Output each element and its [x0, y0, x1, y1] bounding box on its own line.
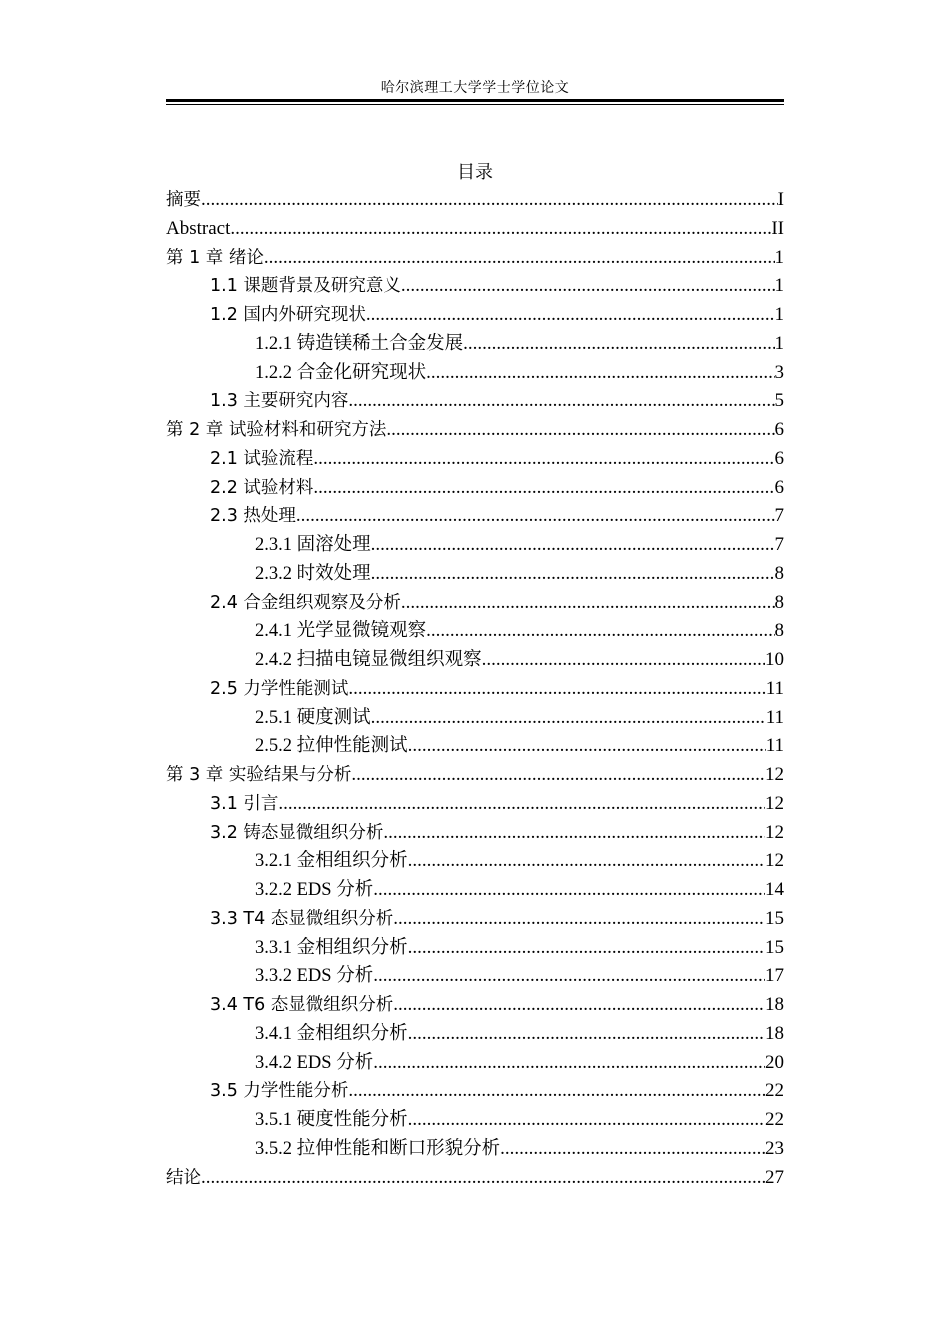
toc-entry[interactable]: [166, 215, 784, 244]
toc-entry-label: 2.5.1 硬度测试: [255, 707, 371, 728]
toc-entry-label: 2.3.1 固溶处理: [255, 535, 371, 555]
toc-entry[interactable]: [166, 704, 784, 733]
toc-entry[interactable]: [166, 876, 784, 905]
toc-entry-page: 15: [765, 936, 784, 958]
toc-entry-page: 10: [765, 649, 784, 670]
toc-dot-leader: [373, 876, 765, 905]
toc-entry-page: 23: [765, 1137, 784, 1159]
toc-entry-label: 第 1 章 绪论: [166, 247, 264, 268]
toc-entry[interactable]: [166, 1020, 784, 1049]
toc-entry[interactable]: [166, 301, 784, 330]
toc-entry-label: 第 3 章 实验结果与分析: [166, 765, 352, 785]
toc-entry-page: 15: [765, 907, 784, 929]
toc-entry-label: 2.1 试验流程: [210, 448, 314, 469]
toc-entry[interactable]: [166, 330, 784, 359]
toc-dot-leader: [401, 272, 775, 301]
toc-dot-leader: [371, 704, 766, 733]
toc-entry-page: 18: [765, 994, 784, 1015]
toc-entry-page: 6: [774, 447, 784, 469]
toc-entry[interactable]: [166, 646, 784, 675]
toc-entry[interactable]: [166, 819, 784, 848]
toc-entry-page: 11: [765, 735, 784, 757]
toc-dot-leader: [201, 186, 778, 215]
toc-entry-label: 3.4 T6 态显微组织分析: [210, 995, 394, 1015]
toc-entry-page: 11: [765, 706, 784, 728]
toc-dot-leader: [371, 560, 775, 589]
toc-entry-page: 12: [765, 821, 784, 843]
toc-entry[interactable]: [166, 1135, 784, 1164]
toc-dot-leader: [313, 474, 774, 503]
toc-entry[interactable]: [166, 244, 784, 273]
toc-entry-label: 1.3 主要研究内容: [210, 391, 349, 412]
toc-entry-page: 5: [774, 390, 784, 412]
toc-entry-page: 8: [774, 620, 784, 642]
toc-entry[interactable]: [166, 387, 784, 416]
toc-entry-label: 2.4.2 扫描电镜显微组织观察: [255, 650, 482, 670]
toc-entry-page: 22: [765, 1109, 784, 1130]
toc-entry-label: 3.2.2 EDS 分析: [255, 880, 374, 900]
toc-entry-page: 6: [774, 476, 784, 498]
toc-dot-leader: [230, 215, 771, 244]
toc-entry-label: 3.3.1 金相组织分析: [255, 937, 408, 958]
toc-entry[interactable]: [166, 790, 784, 819]
toc-entry-label: 2.4 合金组织观察及分析: [210, 592, 401, 613]
toc-entry-page: 1: [774, 275, 784, 297]
toc-entry-page: I: [777, 189, 784, 210]
toc-entry[interactable]: [166, 732, 784, 761]
toc-entry-page: 17: [765, 965, 784, 987]
toc-entry-label: 1.1 课题背景及研究意义: [210, 276, 401, 297]
toc-dot-leader: [201, 1164, 765, 1193]
toc-entry-page: 1: [774, 246, 784, 268]
toc-entry-label: 3.3.2 EDS 分析: [255, 966, 374, 987]
toc-dot-leader: [408, 1106, 765, 1135]
toc-entry-page: 7: [774, 534, 784, 555]
toc-entry-label: 2.4.1 光学显微镜观察: [255, 621, 427, 642]
toc-entry-label: 3.4.2 EDS 分析: [255, 1052, 374, 1073]
toc-entry-label: 2.3 热处理: [210, 506, 296, 527]
toc-entry-page: 6: [774, 419, 784, 440]
toc-entry-page: 8: [774, 562, 784, 584]
toc-entry[interactable]: [166, 560, 784, 589]
toc-entry-label: 1.2.1 铸造镁稀土合金发展: [255, 333, 464, 354]
toc-entry-page: 12: [765, 850, 784, 872]
toc-entry[interactable]: [166, 474, 784, 503]
toc-dot-leader: [366, 301, 775, 330]
toc-entry[interactable]: [166, 589, 784, 618]
toc-entry-page: II: [771, 217, 784, 239]
toc-dot-leader: [482, 646, 765, 675]
toc-entry-label: 摘要: [166, 190, 201, 210]
toc-entry-page: 1: [774, 304, 784, 325]
toc-entry-label: 3.2.1 金相组织分析: [255, 851, 408, 872]
toc-dot-leader: [408, 732, 766, 761]
toc-entry[interactable]: [166, 1077, 784, 1106]
toc-dot-leader: [408, 934, 765, 963]
toc-dot-leader: [383, 819, 765, 848]
toc-dot-leader: [463, 330, 774, 359]
toc-entry[interactable]: [166, 675, 784, 704]
toc-dot-leader: [408, 847, 765, 876]
toc-entry[interactable]: [166, 445, 784, 474]
toc-entry-label: 3.4.1 金相组织分析: [255, 1023, 408, 1044]
toc-dot-leader: [313, 445, 774, 474]
toc-entry-label: 1.2.2 合金化研究现状: [255, 362, 427, 383]
toc-list: [166, 186, 784, 1192]
toc-entry-page: 27: [765, 1166, 784, 1188]
toc-entry-label: 1.2 国内外研究现状: [210, 305, 366, 325]
toc-entry[interactable]: [166, 991, 784, 1020]
toc-entry-label: 2.3.2 时效处理: [255, 563, 371, 584]
header-rule-thin: [166, 104, 784, 105]
toc-dot-leader: [386, 416, 774, 445]
toc-entry-label: Abstract: [166, 217, 231, 239]
header-rule-thick: [166, 99, 784, 102]
toc-entry-label: 2.2 试验材料: [210, 477, 314, 498]
toc-entry[interactable]: [166, 416, 784, 445]
toc-entry-label: 3.5.2 拉伸性能和断口形貌分析: [255, 1138, 501, 1159]
toc-title: 目录: [457, 162, 493, 182]
toc-entry[interactable]: [166, 502, 784, 531]
toc-entry-label: 3.1 引言: [210, 793, 279, 814]
toc-entry-label: 3.2 铸态显微组织分析: [210, 822, 384, 843]
toc-dot-leader: [393, 991, 765, 1020]
toc-dot-leader: [348, 1077, 765, 1106]
toc-entry[interactable]: [166, 1049, 784, 1078]
toc-dot-leader: [371, 531, 775, 560]
toc-dot-leader: [373, 962, 765, 991]
toc-entry[interactable]: [166, 1106, 784, 1135]
running-header: 哈尔滨理工大学学士学位论文: [380, 81, 570, 96]
toc-entry-label: 2.5.2 拉伸性能测试: [255, 736, 408, 757]
toc-entry-page: 22: [765, 1080, 784, 1102]
toc-dot-leader: [500, 1135, 765, 1164]
toc-dot-leader: [278, 790, 765, 819]
toc-dot-leader: [296, 502, 775, 531]
toc-entry-page: 7: [774, 505, 784, 527]
toc-entry[interactable]: [166, 186, 784, 215]
toc-dot-leader: [348, 387, 774, 416]
toc-dot-leader: [264, 244, 775, 273]
toc-entry[interactable]: [166, 934, 784, 963]
toc-dot-leader: [401, 589, 775, 618]
toc-dot-leader: [348, 675, 765, 704]
toc-entry-page: 3: [774, 361, 784, 383]
toc-dot-leader: [393, 905, 765, 934]
toc-entry[interactable]: [166, 617, 784, 646]
toc-entry-label: 3.5.1 硬度性能分析: [255, 1110, 408, 1130]
toc-entry[interactable]: [166, 531, 784, 560]
toc-entry[interactable]: [166, 962, 784, 991]
toc-dot-leader: [373, 1049, 765, 1078]
toc-entry[interactable]: [166, 905, 784, 934]
toc-entry-label: 结论: [166, 1167, 201, 1188]
toc-entry[interactable]: [166, 847, 784, 876]
toc-entry[interactable]: [166, 359, 784, 388]
toc-entry-page: 12: [765, 764, 784, 785]
toc-dot-leader: [351, 761, 765, 790]
toc-entry-label: 3.3 T4 态显微组织分析: [210, 908, 394, 929]
toc-entry[interactable]: [166, 272, 784, 301]
toc-entry-page: 20: [765, 1051, 784, 1073]
toc-entry-page: 1: [774, 332, 784, 354]
toc-dot-leader: [408, 1020, 765, 1049]
toc-entry-label: 2.5 力学性能测试: [210, 678, 349, 699]
toc-entry-page: 14: [765, 879, 784, 900]
toc-dot-leader: [426, 617, 774, 646]
toc-entry[interactable]: [166, 761, 784, 790]
toc-entry-page: 8: [774, 591, 784, 613]
toc-entry-label: 3.5 力学性能分析: [210, 1081, 349, 1102]
toc-entry-label: 第 2 章 试验材料和研究方法: [166, 420, 387, 440]
toc-entry-page: 11: [765, 677, 784, 699]
toc-entry-page: 12: [765, 792, 784, 814]
toc-entry[interactable]: [166, 1164, 784, 1193]
toc-dot-leader: [426, 359, 774, 388]
toc-entry-page: 18: [765, 1022, 784, 1044]
